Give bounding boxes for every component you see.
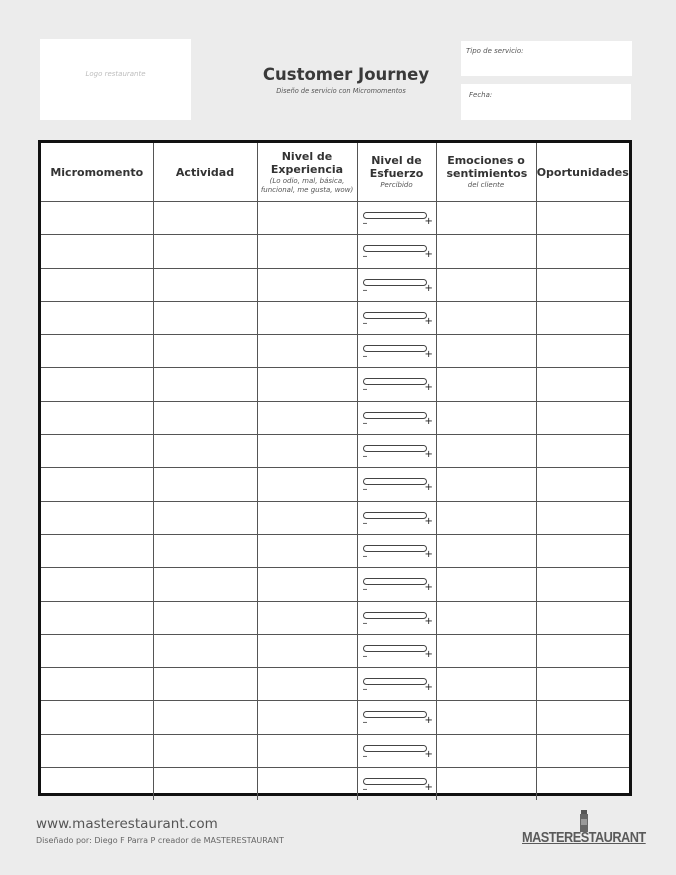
column-header-esfuerzo [357, 143, 436, 202]
table-row [41, 534, 629, 567]
scale-plus-label: + [424, 515, 433, 527]
cell-micromomento[interactable] [41, 401, 153, 434]
table-row [41, 568, 629, 601]
cell-experiencia[interactable] [257, 668, 357, 701]
effort-scale-bar[interactable] [363, 711, 427, 718]
table-row [41, 768, 629, 801]
scale-plus-label: + [424, 482, 433, 494]
cell-emociones[interactable] [436, 435, 536, 468]
scale-minus-label: – [362, 650, 368, 662]
column-header-experiencia [257, 143, 357, 202]
cell-esfuerzo[interactable] [357, 734, 436, 767]
column-header-label: Actividad [175, 165, 235, 179]
effort-scale-bar[interactable] [363, 279, 427, 286]
scale-plus-label: + [424, 382, 433, 394]
cell-micromomento[interactable] [41, 202, 153, 235]
cell-esfuerzo[interactable] [357, 235, 436, 268]
cell-micromomento[interactable] [41, 534, 153, 567]
cell-experiencia[interactable] [257, 768, 357, 801]
cell-actividad[interactable] [153, 435, 257, 468]
cell-esfuerzo[interactable] [357, 202, 436, 235]
table-row [41, 701, 629, 734]
effort-scale-bar[interactable] [363, 245, 427, 252]
scale-plus-label: + [424, 315, 433, 327]
table-header-row [41, 143, 629, 202]
cell-actividad[interactable] [153, 534, 257, 567]
cell-actividad[interactable] [153, 501, 257, 534]
cell-oportunidades[interactable] [536, 468, 629, 501]
cell-oportunidades[interactable] [536, 501, 629, 534]
cell-micromomento[interactable] [41, 235, 153, 268]
effort-scale-bar[interactable] [363, 212, 427, 219]
column-header-micromomento [41, 143, 153, 202]
scale-minus-label: – [362, 684, 368, 696]
effort-scale-bar[interactable] [363, 445, 427, 452]
effort-scale-bar[interactable] [363, 678, 427, 685]
scale-minus-label: – [362, 584, 368, 596]
scale-minus-label: – [362, 384, 368, 396]
cell-emociones[interactable] [436, 401, 536, 434]
cell-actividad[interactable] [153, 701, 257, 734]
cell-actividad[interactable] [153, 468, 257, 501]
cell-micromomento[interactable] [41, 435, 153, 468]
cell-micromomento[interactable] [41, 601, 153, 634]
cell-esfuerzo[interactable] [357, 568, 436, 601]
table-row [41, 668, 629, 701]
cell-experiencia[interactable] [257, 534, 357, 567]
cell-experiencia[interactable] [257, 568, 357, 601]
cell-micromomento[interactable] [41, 768, 153, 801]
effort-scale-bar[interactable] [363, 778, 427, 785]
cell-emociones[interactable] [436, 568, 536, 601]
brand-name: MASTERESTAURANT [522, 830, 646, 846]
bottle-icon [578, 810, 590, 832]
column-header-label: Micromomento [50, 165, 144, 179]
cell-emociones[interactable] [436, 501, 536, 534]
cell-experiencia[interactable] [257, 601, 357, 634]
cell-esfuerzo[interactable] [357, 701, 436, 734]
effort-scale-bar[interactable] [363, 612, 427, 619]
cell-esfuerzo[interactable] [357, 401, 436, 434]
table-row [41, 335, 629, 368]
cell-oportunidades[interactable] [536, 668, 629, 701]
table-row [41, 268, 629, 301]
scale-minus-label: – [362, 550, 368, 562]
scale-minus-label: – [362, 317, 368, 329]
cell-oportunidades[interactable] [536, 435, 629, 468]
scale-minus-label: – [362, 284, 368, 296]
cell-esfuerzo[interactable] [357, 268, 436, 301]
cell-experiencia[interactable] [257, 734, 357, 767]
column-header-label: Nivel de Esfuerzo [369, 154, 424, 180]
effort-scale-bar[interactable] [363, 545, 427, 552]
cell-micromomento[interactable] [41, 368, 153, 401]
cell-oportunidades[interactable] [536, 202, 629, 235]
scale-minus-label: – [362, 484, 368, 496]
date-label: Fecha: [469, 91, 493, 99]
cell-micromomento[interactable] [41, 634, 153, 667]
cell-actividad[interactable] [153, 601, 257, 634]
cell-actividad[interactable] [153, 235, 257, 268]
cell-micromomento[interactable] [41, 268, 153, 301]
column-header-emociones [436, 143, 536, 202]
cell-oportunidades[interactable] [536, 768, 629, 801]
scale-plus-label: + [424, 715, 433, 727]
column-header-label: Emociones o sentimientos [446, 154, 528, 180]
table-body [41, 202, 629, 801]
cell-actividad[interactable] [153, 568, 257, 601]
cell-oportunidades[interactable] [536, 368, 629, 401]
page-subtitle: Diseño de servicio con Micromomentos [276, 87, 406, 95]
cell-emociones[interactable] [436, 235, 536, 268]
cell-oportunidades[interactable] [536, 401, 629, 434]
logo-placeholder-text: Logo restaurante [85, 70, 146, 78]
cell-micromomento[interactable] [41, 468, 153, 501]
cell-emociones[interactable] [436, 268, 536, 301]
table-row [41, 468, 629, 501]
cell-emociones[interactable] [436, 202, 536, 235]
scale-plus-label: + [424, 782, 433, 794]
scale-plus-label: + [424, 548, 433, 560]
cell-micromomento[interactable] [41, 701, 153, 734]
scale-minus-label: – [362, 717, 368, 729]
cell-experiencia[interactable] [257, 301, 357, 334]
scale-plus-label: + [424, 615, 433, 627]
table-row [41, 235, 629, 268]
cell-oportunidades[interactable] [536, 235, 629, 268]
cell-emociones[interactable] [436, 534, 536, 567]
cell-actividad[interactable] [153, 335, 257, 368]
scale-plus-label: + [424, 249, 433, 261]
cell-esfuerzo[interactable] [357, 768, 436, 801]
scale-minus-label: – [362, 750, 368, 762]
cell-esfuerzo[interactable] [357, 601, 436, 634]
effort-scale-bar[interactable] [363, 412, 427, 419]
scale-plus-label: + [424, 582, 433, 594]
effort-scale-bar[interactable] [363, 378, 427, 385]
website-url: www.masterestaurant.com [36, 816, 218, 832]
cell-micromomento[interactable] [41, 301, 153, 334]
cell-actividad[interactable] [153, 768, 257, 801]
table-row [41, 501, 629, 534]
cell-oportunidades[interactable] [536, 601, 629, 634]
service-type-label: Tipo de servicio: [466, 47, 524, 55]
logo-placeholder-box [40, 39, 191, 120]
cell-esfuerzo[interactable] [357, 534, 436, 567]
scale-minus-label: – [362, 417, 368, 429]
cell-emociones[interactable] [436, 768, 536, 801]
cell-micromomento[interactable] [41, 501, 153, 534]
column-header-sublabel: Percibido [380, 181, 413, 189]
cell-actividad[interactable] [153, 401, 257, 434]
cell-esfuerzo[interactable] [357, 634, 436, 667]
cell-oportunidades[interactable] [536, 268, 629, 301]
scale-plus-label: + [424, 748, 433, 760]
cell-oportunidades[interactable] [536, 634, 629, 667]
scale-plus-label: + [424, 648, 433, 660]
cell-esfuerzo[interactable] [357, 435, 436, 468]
cell-emociones[interactable] [436, 734, 536, 767]
scale-plus-label: + [424, 282, 433, 294]
cell-experiencia[interactable] [257, 501, 357, 534]
effort-scale-bar[interactable] [363, 745, 427, 752]
designer-credit: Diseñado por: Diego F Parra P creador de MASTERESTAURANT [36, 836, 284, 845]
cell-micromomento[interactable] [41, 568, 153, 601]
scale-minus-label: – [362, 517, 368, 529]
cell-emociones[interactable] [436, 301, 536, 334]
cell-emociones[interactable] [436, 634, 536, 667]
table-row [41, 634, 629, 667]
table-row [41, 734, 629, 767]
cell-esfuerzo[interactable] [357, 301, 436, 334]
cell-experiencia[interactable] [257, 435, 357, 468]
cell-emociones[interactable] [436, 601, 536, 634]
cell-actividad[interactable] [153, 734, 257, 767]
cell-actividad[interactable] [153, 668, 257, 701]
column-header-actividad [153, 143, 257, 202]
cell-oportunidades[interactable] [536, 335, 629, 368]
scale-minus-label: – [362, 218, 368, 229]
table-row [41, 301, 629, 334]
cell-actividad[interactable] [153, 368, 257, 401]
cell-experiencia[interactable] [257, 268, 357, 301]
cell-oportunidades[interactable] [536, 734, 629, 767]
scale-plus-label: + [424, 682, 433, 694]
cell-experiencia[interactable] [257, 401, 357, 434]
cell-emociones[interactable] [436, 468, 536, 501]
cell-experiencia[interactable] [257, 368, 357, 401]
brand-logo [522, 810, 646, 850]
table-row [41, 601, 629, 634]
column-header-label: Nivel de Experiencia [270, 149, 344, 176]
effort-scale-bar[interactable] [363, 312, 427, 319]
column-header-oportunidades [536, 143, 629, 202]
column-header-sublabel: (Lo odio, mal, básica, funcional, me gusta, wow) [260, 176, 354, 194]
effort-scale-bar[interactable] [363, 578, 427, 585]
table-row [41, 401, 629, 434]
effort-scale-bar[interactable] [363, 345, 427, 352]
cell-actividad[interactable] [153, 268, 257, 301]
cell-experiencia[interactable] [257, 701, 357, 734]
cell-emociones[interactable] [436, 335, 536, 368]
cell-emociones[interactable] [436, 701, 536, 734]
cell-actividad[interactable] [153, 202, 257, 235]
cell-oportunidades[interactable] [536, 568, 629, 601]
column-header-sublabel: del cliente [467, 181, 505, 189]
cell-micromomento[interactable] [41, 335, 153, 368]
cell-oportunidades[interactable] [536, 701, 629, 734]
column-header-label: Oportunidades [536, 165, 629, 179]
scale-plus-label: + [424, 449, 433, 461]
scale-minus-label: – [362, 251, 368, 263]
cell-experiencia[interactable] [257, 634, 357, 667]
date-field[interactable] [461, 84, 631, 120]
cell-esfuerzo[interactable] [357, 368, 436, 401]
effort-scale-bar[interactable] [363, 512, 427, 519]
scale-minus-label: – [362, 617, 368, 629]
effort-scale-bar[interactable] [363, 478, 427, 485]
scale-minus-label: – [362, 784, 368, 796]
page-title: Customer Journey [262, 65, 430, 84]
cell-micromomento[interactable] [41, 734, 153, 767]
table-row [41, 435, 629, 468]
cell-experiencia[interactable] [257, 335, 357, 368]
scale-minus-label: – [362, 351, 368, 363]
cell-experiencia[interactable] [257, 235, 357, 268]
cell-esfuerzo[interactable] [357, 335, 436, 368]
table-row [41, 368, 629, 401]
cell-micromomento[interactable] [41, 668, 153, 701]
table-row [41, 202, 629, 235]
service-type-field[interactable] [461, 41, 632, 76]
scale-plus-label: + [424, 216, 433, 227]
journey-table [38, 140, 632, 796]
scale-minus-label: – [362, 451, 368, 463]
cell-emociones[interactable] [436, 368, 536, 401]
scale-plus-label: + [424, 415, 433, 427]
effort-scale-bar[interactable] [363, 645, 427, 652]
cell-experiencia[interactable] [257, 468, 357, 501]
cell-actividad[interactable] [153, 301, 257, 334]
cell-experiencia[interactable] [257, 202, 357, 235]
cell-esfuerzo[interactable] [357, 668, 436, 701]
cell-emociones[interactable] [436, 668, 536, 701]
cell-oportunidades[interactable] [536, 301, 629, 334]
cell-oportunidades[interactable] [536, 534, 629, 567]
cell-esfuerzo[interactable] [357, 501, 436, 534]
cell-actividad[interactable] [153, 634, 257, 667]
cell-esfuerzo[interactable] [357, 468, 436, 501]
scale-plus-label: + [424, 349, 433, 361]
